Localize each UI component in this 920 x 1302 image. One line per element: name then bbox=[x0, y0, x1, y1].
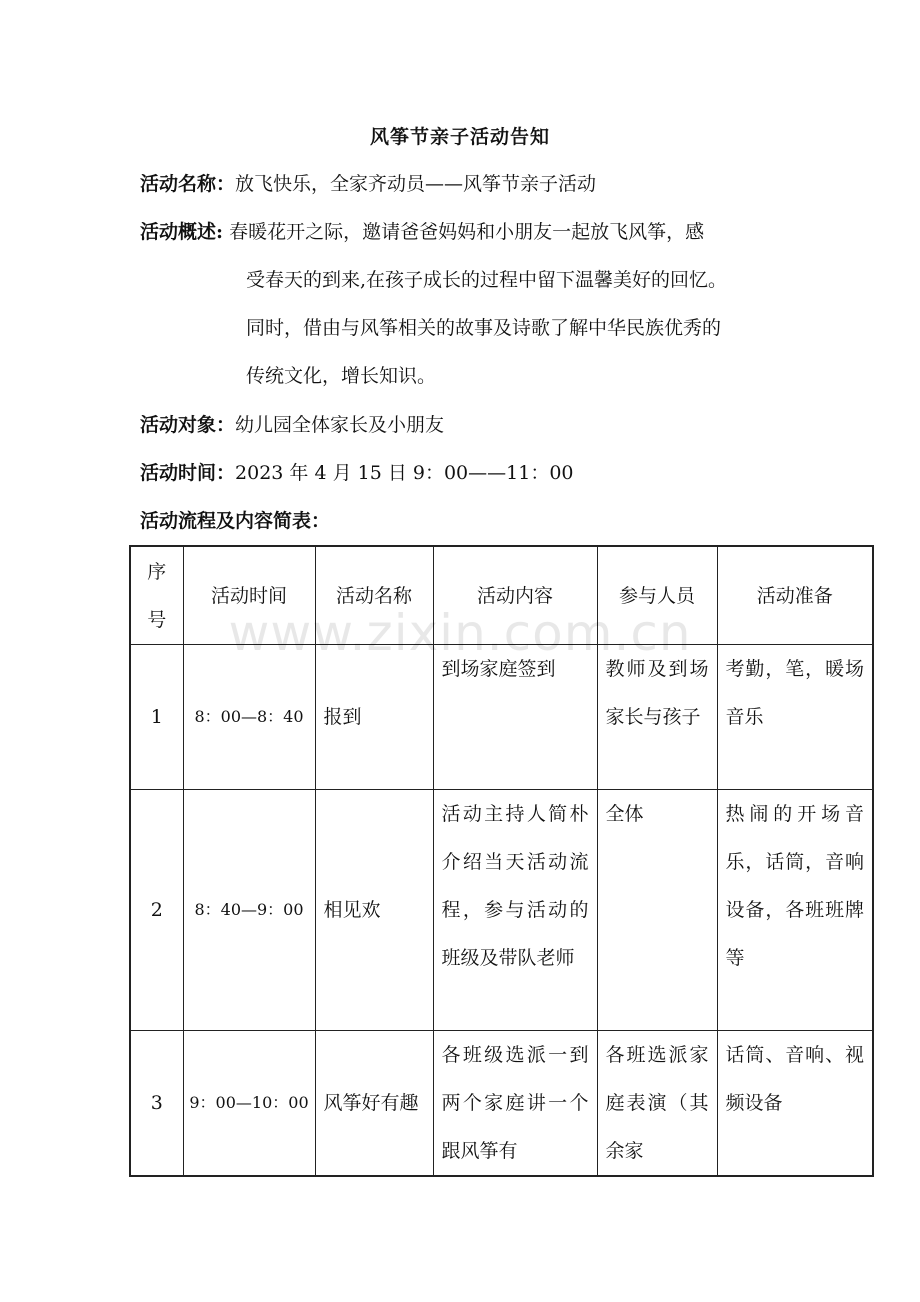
activity-overview-text-2: 受春天的到来,在孩子成长的过程中留下温馨美好的回忆。 bbox=[246, 269, 728, 291]
activity-time-value: 2023 年 4 月 15 日 9：00——11：00 bbox=[235, 462, 574, 484]
row-time: 8：00—8：40 bbox=[183, 645, 315, 790]
activity-name-value: 放飞快乐，全家齐动员——风筝节亲子活动 bbox=[235, 173, 597, 195]
row-time: 9：00—10：00 bbox=[183, 1031, 315, 1177]
document-title: 风筝节亲子活动告知 bbox=[369, 126, 550, 148]
activity-time-label: 活动时间： bbox=[140, 462, 236, 484]
row-people: 各班选派家庭表演（其余家 bbox=[597, 1031, 717, 1177]
row-content: 到场家庭签到 bbox=[433, 645, 597, 790]
header-content: 活动内容 bbox=[433, 546, 597, 645]
table-row bbox=[130, 1031, 873, 1177]
table-header-row bbox=[130, 546, 873, 645]
schedule-table bbox=[129, 545, 874, 1177]
watermark: www.zixin.com.cn bbox=[228, 604, 692, 662]
row-people: 教师及到场家长与孩子 bbox=[597, 645, 717, 790]
row-name: 风筝好有趣 bbox=[315, 1031, 433, 1177]
activity-overview-text-1: 春暖花开之际，邀请爸爸妈妈和小朋友一起放飞风筝，感 bbox=[229, 221, 705, 243]
row-seq: 3 bbox=[130, 1031, 183, 1177]
row-name: 相见欢 bbox=[315, 790, 433, 1031]
activity-overview-text-4: 传统文化，增长知识。 bbox=[246, 365, 437, 387]
table-row bbox=[130, 790, 873, 1031]
activity-name-label: 活动名称： bbox=[140, 173, 236, 195]
row-seq: 1 bbox=[130, 645, 183, 790]
row-prep: 考勤，笔，暖场音乐 bbox=[717, 645, 873, 790]
row-time: 8：40—9：00 bbox=[183, 790, 315, 1031]
activity-overview-label: 活动概述: bbox=[140, 221, 224, 243]
activity-time-line bbox=[140, 461, 574, 485]
row-name: 报到 bbox=[315, 645, 433, 790]
activity-overview-line bbox=[140, 220, 704, 244]
activity-target-value: 幼儿园全体家长及小朋友 bbox=[235, 414, 445, 436]
header-people: 参与人员 bbox=[597, 546, 717, 645]
header-name: 活动名称 bbox=[315, 546, 433, 645]
activity-flow-label: 活动流程及内容简表： bbox=[140, 510, 331, 532]
header-prep: 活动准备 bbox=[717, 546, 873, 645]
row-content: 各班级选派一到两个家庭讲一个跟风筝有 bbox=[433, 1031, 597, 1177]
activity-name-line bbox=[140, 172, 596, 196]
activity-overview-text-3: 同时，借由与风筝相关的故事及诗歌了解中华民族优秀的 bbox=[246, 317, 722, 339]
row-content: 活动主持人简朴介绍当天活动流程，参与活动的班级及带队老师 bbox=[433, 790, 597, 1031]
row-seq: 2 bbox=[130, 790, 183, 1031]
table-row bbox=[130, 645, 873, 790]
header-time: 活动时间 bbox=[183, 546, 315, 645]
row-prep: 话筒、音响、视频设备 bbox=[717, 1031, 873, 1177]
header-seq: 序号 bbox=[130, 546, 183, 645]
row-prep: 热闹的开场音乐，话筒，音响设备，各班班牌等 bbox=[717, 790, 873, 1031]
activity-target-label: 活动对象： bbox=[140, 414, 236, 436]
row-people: 全体 bbox=[597, 790, 717, 1031]
activity-target-line bbox=[140, 413, 444, 437]
